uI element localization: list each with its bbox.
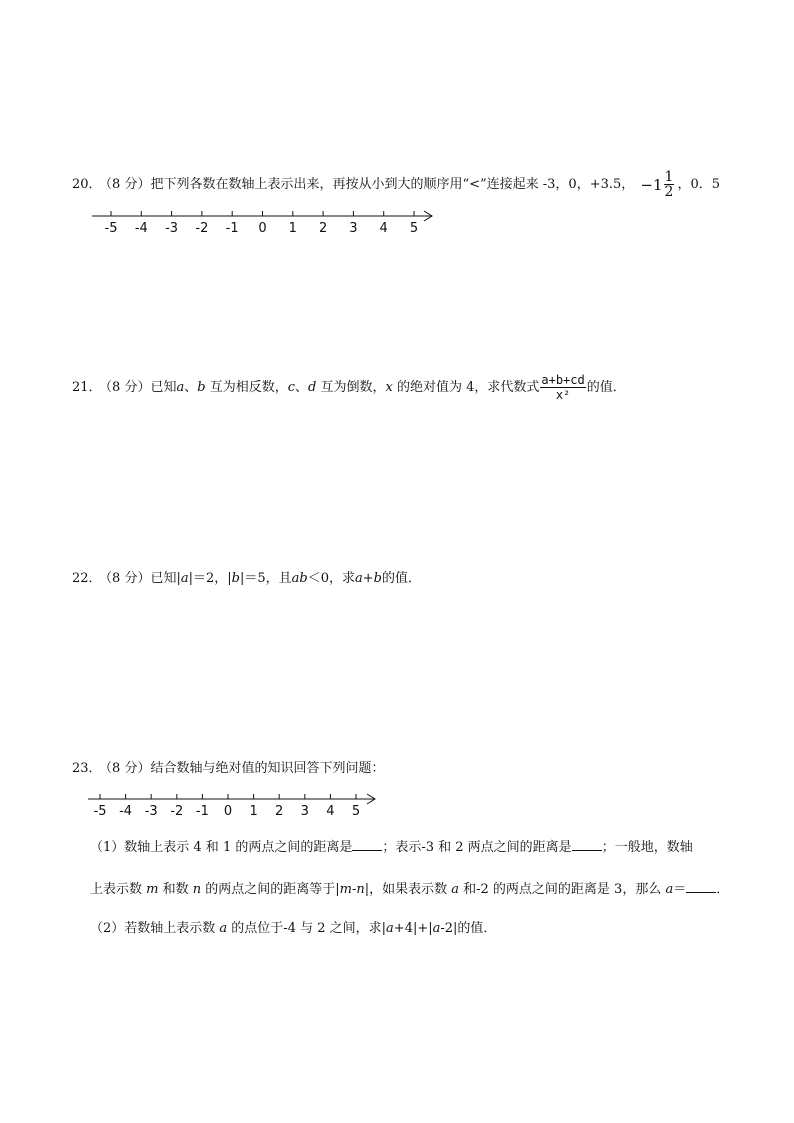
score: （8 分） xyxy=(105,571,151,586)
number-line-q23 xyxy=(88,789,380,821)
score: （8 分） xyxy=(105,177,151,192)
question-20 xyxy=(72,170,720,199)
axis-tick-label: 0 xyxy=(223,804,233,819)
question-number: 21． xyxy=(72,380,102,395)
axis-tick-label: -4 xyxy=(134,221,148,236)
axis-tick-label: 4 xyxy=(379,221,388,236)
question-text: 结合数轴与绝对值的知识回答下列问题： xyxy=(150,761,385,776)
number-line-q20 xyxy=(92,206,437,238)
mixed-number: −1 $\frac{1}{2}$ xyxy=(640,169,674,200)
sub-question-1-line-2: 上表示数 m 和数 n 的两点之间的距离等于|m-n|，如果表示数 a 和-2 的两点之间的距离是 3，那么 a＝ ． xyxy=(90,882,730,897)
axis-tick-label: 2 xyxy=(318,221,328,236)
question-text-tail: ，0．5 xyxy=(677,177,721,192)
question-text: 把下列各数在数轴上表示出来，再按从小到大的顺序用“<”连接起来 -3，0，+3.5， xyxy=(150,177,635,192)
axis-tick-label: 3 xyxy=(349,221,358,236)
axis-tick-label: -5 xyxy=(93,804,107,819)
question-23 xyxy=(72,760,384,778)
question-number: 22． xyxy=(72,571,102,586)
axis-tick-label: 3 xyxy=(300,804,309,819)
question-number: 23． xyxy=(72,761,102,776)
sub-question-2: （2）若数轴上表示数 a 的点位于-4 与 2 之间，求|a+4|+|a-2|的值． xyxy=(90,921,497,936)
answer-blank xyxy=(686,880,716,893)
axis-tick-label: 5 xyxy=(409,221,419,236)
axis-tick-label: 0 xyxy=(258,221,267,236)
axis-tick-label: 1 xyxy=(249,804,258,819)
question-21: 21． （8 分）已知a、b 互为相反数，c、d 互为倒数，x 的绝对值为 4，求代数式 $\frac{a+b+cd}{\text{x²}}$ 的值． xyxy=(72,373,626,402)
axis-tick-label: -3 xyxy=(165,221,179,236)
axis-tick-label: 4 xyxy=(326,804,335,819)
axis-tick-label: 2 xyxy=(275,804,284,819)
answer-blank xyxy=(352,838,382,851)
question-22: 22． （8 分）已知|a|＝2，|b|＝5，且ab＜0，求a+b的值． xyxy=(72,571,421,586)
axis-tick-label: -1 xyxy=(225,221,239,236)
question-number: 20． xyxy=(72,177,102,192)
axis-tick-label: 1 xyxy=(288,221,297,236)
algebraic-fraction: $\frac{a+b+cd}{\text{x²}}$ xyxy=(541,373,585,402)
axis-tick-label: -3 xyxy=(144,804,158,819)
axis-tick-label: -5 xyxy=(104,221,118,236)
axis-tick-label: 5 xyxy=(351,804,361,819)
number-line-svg xyxy=(88,789,380,821)
axis-tick-label: -4 xyxy=(119,804,133,819)
answer-blank xyxy=(572,838,602,851)
axis-tick-label: -2 xyxy=(195,221,209,236)
axis-tick-label: -2 xyxy=(170,804,184,819)
score: （8 分） xyxy=(105,761,151,776)
axis-tick-label: -1 xyxy=(195,804,209,819)
sub-question-1-line-1: （1）数轴上表示 4 和 1 的两点之间的距离是 ；表示-3 和 2 两点之间的距离是 ；一般地，数轴 xyxy=(90,840,693,855)
number-line-svg xyxy=(92,206,437,238)
score: （8 分） xyxy=(105,380,151,395)
